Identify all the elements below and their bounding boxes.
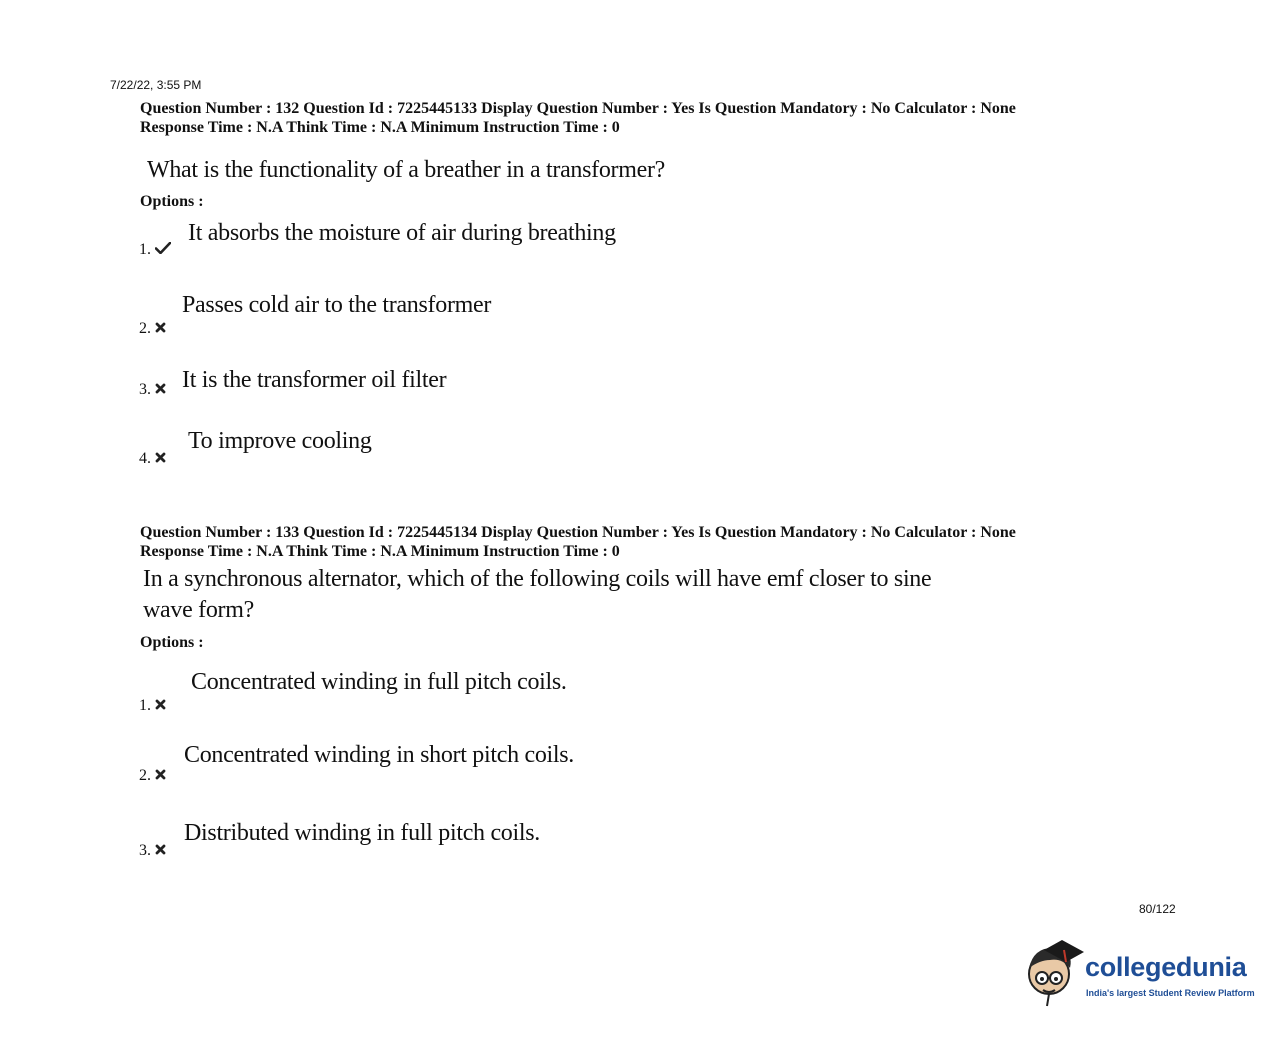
logo-tagline: India's largest Student Review Platform (1086, 988, 1255, 998)
option-number-label: 4. (139, 450, 151, 467)
option-1-text: Concentrated winding in full pitch coils. (191, 669, 567, 695)
option-1-number (139, 697, 166, 715)
option-3-text: Distributed winding in full pitch coils. (184, 820, 540, 846)
options-label: Options : (140, 193, 204, 210)
question-132-text: What is the functionality of a breather in a transformer? (147, 157, 666, 183)
options-label: Options : (140, 634, 204, 651)
cross-icon (155, 320, 166, 338)
question-133-meta (140, 523, 1016, 561)
meta-line-2: Response Time : N.A Think Time : N.A Minimum Instruction Time : 0 (140, 119, 620, 136)
option-number-label: 2. (139, 767, 151, 784)
meta-line-1: Question Number : 133 Question Id : 7225445134 Display Question Number : Yes Is Question Mandatory : No Calculator : None (140, 524, 1016, 541)
option-2-number (139, 320, 166, 338)
option-2-number (139, 767, 166, 785)
option-2-text: Concentrated winding in short pitch coils. (184, 742, 574, 768)
cross-icon (155, 842, 166, 860)
meta-line-2: Response Time : N.A Think Time : N.A Minimum Instruction Time : 0 (140, 543, 620, 560)
meta-line-1: Question Number : 132 Question Id : 7225445133 Display Question Number : Yes Is Question Mandatory : No Calculator : None (140, 100, 1016, 117)
mascot-icon (1022, 938, 1084, 1013)
cross-icon (155, 697, 166, 715)
option-number-label: 3. (139, 842, 151, 859)
question-133-text (143, 564, 931, 626)
check-icon (155, 241, 171, 259)
option-1-number (139, 241, 171, 259)
option-3-text: It is the transformer oil filter (182, 367, 447, 393)
option-3-number (139, 381, 166, 399)
option-4-number (139, 450, 166, 468)
option-number-label: 1. (139, 697, 151, 714)
option-number-label: 2. (139, 320, 151, 337)
option-4-text: To improve cooling (188, 428, 372, 454)
option-number-label: 3. (139, 381, 151, 398)
print-timestamp: 7/22/22, 3:55 PM (110, 78, 202, 92)
page-number: 80/122 (1139, 902, 1176, 916)
question-text-line-2: wave form? (143, 597, 254, 623)
collegedunia-logo (1022, 938, 1262, 1008)
option-1-text: It absorbs the moisture of air during breathing (188, 220, 616, 246)
logo-wordmark: collegedunia (1085, 952, 1247, 982)
cross-icon (155, 450, 166, 468)
option-number-label: 1. (139, 241, 151, 258)
option-2-text: Passes cold air to the transformer (182, 292, 492, 318)
cross-icon (155, 767, 166, 785)
question-text-line-1: In a synchronous alternator, which of the following coils will have emf closer to sine (143, 566, 932, 592)
cross-icon (155, 381, 166, 399)
option-3-number (139, 842, 166, 860)
question-132-meta (140, 99, 1016, 137)
